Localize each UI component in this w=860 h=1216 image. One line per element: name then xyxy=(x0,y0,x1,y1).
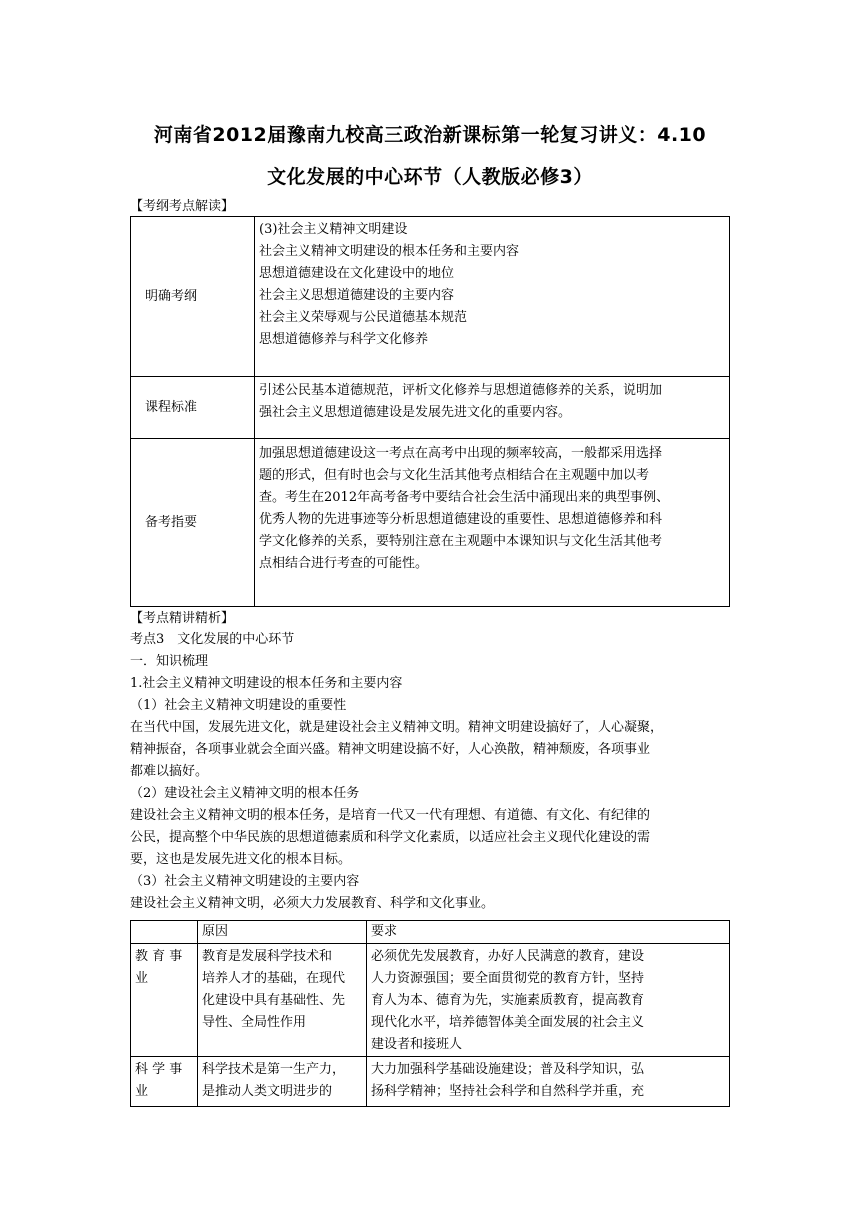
text-line: 导性、全局性作用 xyxy=(202,1015,307,1030)
row-label xyxy=(131,1057,198,1107)
text-line: 育人为本、德育为先，实施素质教育，提高教育 xyxy=(371,993,645,1008)
section-heading-syllabus: 【考纲考点解读】 xyxy=(130,199,235,214)
table-row xyxy=(131,944,730,1057)
content-table xyxy=(130,920,730,1107)
text-line: 科 学 事 xyxy=(135,1062,183,1077)
text-line: 教 育 事 xyxy=(135,949,183,964)
subheading: （3）社会主义精神文明建设的主要内容 xyxy=(130,874,360,889)
table-header-row xyxy=(131,921,730,944)
paragraph-line: 要，这也是发展先进文化的根本目标。 xyxy=(130,852,352,867)
text-line: 引述公民基本道德规范，评析文化修养与思想道德修养的关系，说明加 xyxy=(259,383,663,398)
text-line: 化建设中具有基础性、先 xyxy=(202,993,346,1008)
text-line: 社会主义思想道德建设的主要内容 xyxy=(259,288,455,303)
syllabus-table xyxy=(130,216,730,607)
text-line: 人力资源强国；要全面贯彻党的教育方针，坚持 xyxy=(371,971,645,986)
text-line: 大力加强科学基础设施建设；普及科学知识，弘 xyxy=(371,1062,645,1077)
subheading: （2）建设社会主义精神文明的根本任务 xyxy=(130,786,360,801)
text-line: 加强思想道德建设这一考点在高考中出现的频率较高，一般都采用选择 xyxy=(259,446,663,461)
row-content xyxy=(255,217,730,377)
requirement-cell xyxy=(367,1057,730,1107)
text-line: 业 xyxy=(135,1084,149,1099)
paragraph-line: 在当代中国，发展先进文化，就是建设社会主义精神文明。精神文明建设搞好了，人心凝聚， xyxy=(130,720,664,735)
section-heading-analysis: 【考点精讲精析】 xyxy=(130,611,235,626)
text-line: 科学技术是第一生产力， xyxy=(202,1062,346,1077)
reason-cell xyxy=(198,1057,367,1107)
paragraph-line: 都难以搞好。 xyxy=(130,764,209,779)
text-line: 社会主义荣辱观与公民道德基本规范 xyxy=(259,310,468,325)
text-line: 点相结合进行考查的可能性。 xyxy=(259,556,429,571)
text-line: 教育是发展科学技术和 xyxy=(202,949,333,964)
text-line: 查。考生在2012年高考备考中要结合社会生活中涌现出来的典型事例、 xyxy=(259,490,670,505)
text-line: 思想道德建设在文化建设中的地位 xyxy=(259,266,455,281)
paragraph-line: 建设社会主义精神文明的根本任务，是培育一代又一代有理想、有道德、有文化、有纪律的 xyxy=(130,808,651,823)
paragraph-line: 精神振奋，各项事业就会全面兴盛。精神文明建设搞不好，人心涣散，精神颓废，各项事业 xyxy=(130,742,651,757)
header-cell: 原因 xyxy=(198,921,367,944)
document-title-line-2: 文化发展的中心环节（人教版必修3） xyxy=(267,166,593,188)
text-line: 培养人才的基础，在现代 xyxy=(202,971,346,986)
row-label: 课程标准 xyxy=(131,377,255,439)
text-line: 强社会主义思想道德建设是发展先进文化的重要内容。 xyxy=(259,405,572,420)
text-line: (3)社会主义精神文明建设 xyxy=(259,222,408,237)
row-label: 备考指要 xyxy=(131,439,255,607)
row-label: 明确考纲 xyxy=(131,217,255,377)
reason-cell xyxy=(198,944,367,1057)
row-label xyxy=(131,944,198,1057)
table-row xyxy=(131,217,730,377)
paragraph-line: 公民，提高整个中华民族的思想道德素质和科学文化素质，以适应社会主义现代化建设的需 xyxy=(130,830,651,845)
row-content xyxy=(255,377,730,439)
text-line: 是推动人类文明进步的 xyxy=(202,1084,333,1099)
table-row xyxy=(131,377,730,439)
text-line: 题的形式，但有时也会与文化生活其他考点相结合在主观题中加以考 xyxy=(259,468,650,483)
subheading: 1.社会主义精神文明建设的根本任务和主要内容 xyxy=(130,676,403,691)
row-content xyxy=(255,439,730,607)
header-cell xyxy=(131,921,198,944)
topic-heading: 考点3 文化发展的中心环节 xyxy=(130,632,295,647)
text-line: 必须优先发展教育，办好人民满意的教育，建设 xyxy=(371,949,645,964)
document-title-line-1: 河南省2012届豫南九校高三政治新课标第一轮复习讲义：4.10 xyxy=(153,124,707,146)
table-row xyxy=(131,1057,730,1107)
text-line: 扬科学精神；坚持社会科学和自然科学并重，充 xyxy=(371,1084,645,1099)
subheading: 一．知识梳理 xyxy=(130,654,209,669)
header-cell: 要求 xyxy=(367,921,730,944)
table-row xyxy=(131,439,730,607)
text-line: 业 xyxy=(135,971,149,986)
requirement-cell xyxy=(367,944,730,1057)
text-line: 学文化修养的关系，要特别注意在主观题中本课知识与文化生活其他考 xyxy=(259,534,663,549)
text-line: 思想道德修养与科学文化修养 xyxy=(259,332,429,347)
text-line: 优秀人物的先进事迹等分析思想道德建设的重要性、思想道德修养和科 xyxy=(259,512,663,527)
paragraph-line: 建设社会主义精神文明，必须大力发展教育、科学和文化事业。 xyxy=(130,896,495,911)
text-line: 社会主义精神文明建设的根本任务和主要内容 xyxy=(259,244,520,259)
subheading: （1）社会主义精神文明建设的重要性 xyxy=(130,698,347,713)
text-line: 建设者和接班人 xyxy=(371,1037,463,1052)
text-line: 现代化水平，培养德智体美全面发展的社会主义 xyxy=(371,1015,645,1030)
